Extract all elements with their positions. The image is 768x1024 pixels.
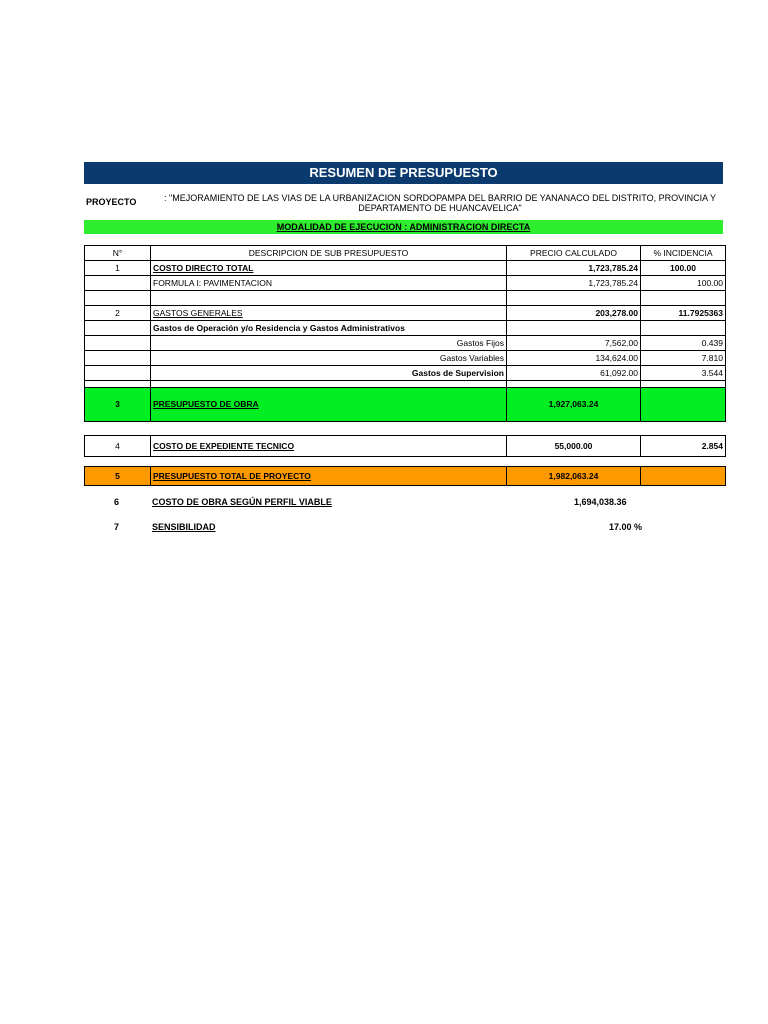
header-precio: PRECIO CALCULADO — [507, 246, 641, 261]
row-number: 3 — [85, 388, 151, 422]
header-n: N° — [85, 246, 151, 261]
expediente-table — [84, 435, 726, 457]
row-number: 2 — [85, 306, 151, 321]
row-precio: 7,562.00 — [507, 336, 641, 351]
row-description: PRESUPUESTO TOTAL DE PROYECTO — [151, 467, 507, 486]
row-precio: 1,927,063.24 — [507, 388, 641, 422]
row-precio: 134,624.00 — [507, 351, 641, 366]
modalidad-banner — [84, 220, 723, 234]
table-row — [85, 351, 726, 366]
table-row — [85, 276, 726, 291]
table-header-row — [85, 246, 726, 261]
budget-table — [84, 245, 726, 422]
perfil-viable-label: COSTO DE OBRA SEGÚN PERFIL VIABLE — [152, 497, 332, 507]
table-row — [85, 366, 726, 381]
row-precio: 61,092.00 — [507, 366, 641, 381]
empty-row — [85, 291, 726, 306]
row-precio: 1,723,785.24 — [507, 261, 641, 276]
row-number: 1 — [85, 261, 151, 276]
row-incidencia: 100.00 — [641, 276, 726, 291]
presupuesto-obra-row — [85, 388, 726, 422]
row-incidencia: 7.810 — [641, 351, 726, 366]
row-precio: 1,982,063.24 — [507, 467, 641, 486]
row-description: Gastos Fijos — [151, 336, 507, 351]
row-incidencia: 3.544 — [641, 366, 726, 381]
row-description: GASTOS GENERALES — [151, 306, 507, 321]
modalidad-text: MODALIDAD DE EJECUCION : ADMINISTRACION DIRECTA — [276, 222, 531, 232]
total-proyecto-row — [85, 467, 726, 486]
table-row — [85, 336, 726, 351]
perfil-viable-value: 1,694,038.36 — [574, 497, 627, 507]
total-proyecto-table — [84, 466, 726, 486]
table-row — [85, 261, 726, 276]
row-number: 4 — [85, 436, 151, 457]
row-incidencia: 11.7925363 — [641, 306, 726, 321]
row-incidencia: 2.854 — [641, 436, 726, 457]
row-precio: 1,723,785.24 — [507, 276, 641, 291]
row-description: FORMULA I: PAVIMENTACION — [151, 276, 507, 291]
row-incidencia: 0.439 — [641, 336, 726, 351]
row-precio: 55,000.00 — [507, 436, 641, 457]
row-precio: 203,278.00 — [507, 306, 641, 321]
table-row — [85, 306, 726, 321]
row-incidencia: 100.00 — [641, 261, 726, 276]
sensibilidad-value: 17.00 % — [609, 522, 643, 532]
row-description: COSTO DE EXPEDIENTE TECNICO — [151, 436, 507, 457]
perfil-viable-number: 6 — [114, 497, 120, 507]
row-description: Gastos Variables — [151, 351, 507, 366]
row-number: 5 — [85, 467, 151, 486]
row-description: COSTO DIRECTO TOTAL — [151, 261, 507, 276]
header-desc: DESCRIPCION DE SUB PRESUPUESTO — [151, 246, 507, 261]
page-title: RESUMEN DE PRESUPUESTO — [84, 162, 723, 184]
spacer-row — [85, 381, 726, 388]
table-row — [85, 436, 726, 457]
sensibilidad-label: SENSIBILIDAD — [152, 522, 216, 532]
row-description: Gastos de Operación y/o Residencia y Gastos Administrativos — [151, 321, 507, 336]
row-description: Gastos de Supervision — [151, 366, 507, 381]
header-incidencia: % INCIDENCIA — [641, 246, 726, 261]
proyecto-label: PROYECTO — [86, 197, 137, 207]
table-row — [85, 321, 726, 336]
sensibilidad-number: 7 — [114, 522, 120, 532]
row-description: PRESUPUESTO DE OBRA — [151, 388, 507, 422]
proyecto-description: : "MEJORAMIENTO DE LAS VIAS DE LA URBANIZACION SORDOPAMPA DEL BARRIO DE YANANACO DEL DISTRITO, PROVINCIA Y DEPARTAMENTO DE HUANCAVELICA" — [164, 193, 716, 213]
